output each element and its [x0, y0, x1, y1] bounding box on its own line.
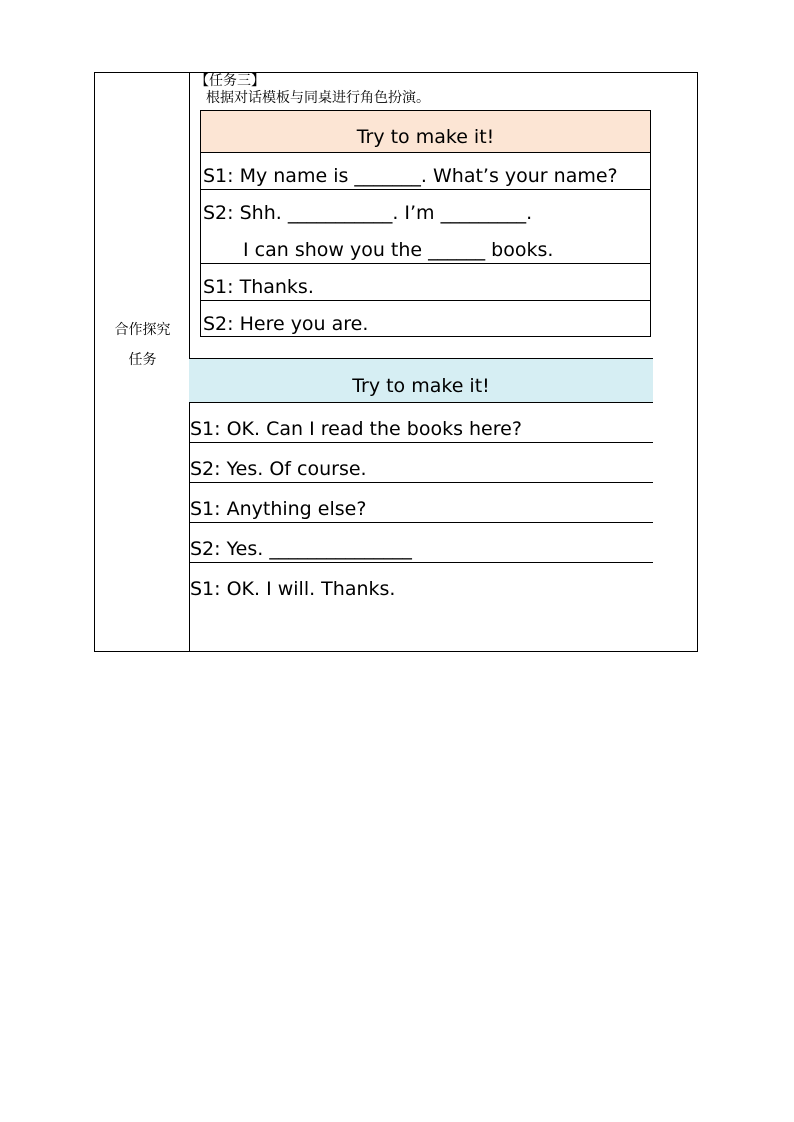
section-label-line2: 任务 [128, 352, 157, 368]
card2-line-2: S2: Yes. Of course. [190, 458, 367, 480]
card1-line-2: S2: Shh. ___________. I’m _________. [203, 202, 533, 224]
left-column [95, 73, 190, 651]
dialogue-card-1 [200, 110, 651, 337]
card2-title: Try to make it! [189, 358, 653, 403]
card1-line-2-block [201, 189, 650, 263]
section-label-line1: 合作探究 [114, 322, 171, 338]
card2-line-4: S2: Yes. _______________ [190, 538, 412, 560]
card2-line-3: S1: Anything else? [190, 498, 367, 520]
card1-line-4: S1: Thanks. [201, 263, 650, 300]
card1-line-1: S1: My name is _______. What’s your name? [201, 152, 650, 189]
dialogue-card-2 [189, 358, 653, 598]
card2-line-1: S1: OK. Can I read the books here? [190, 418, 522, 440]
task-instruction: 根据对话模板与同桌进行角色扮演。 [206, 90, 430, 106]
card1-title: Try to make it! [201, 111, 650, 152]
card1-line-3: I can show you the ______ books. [243, 239, 554, 261]
card1-line-5: S2: Here you are. [201, 300, 650, 337]
section-label [95, 315, 190, 375]
card2-line-5: S1: OK. I will. Thanks. [190, 578, 396, 600]
task-heading: 【任务三】 [195, 73, 265, 89]
